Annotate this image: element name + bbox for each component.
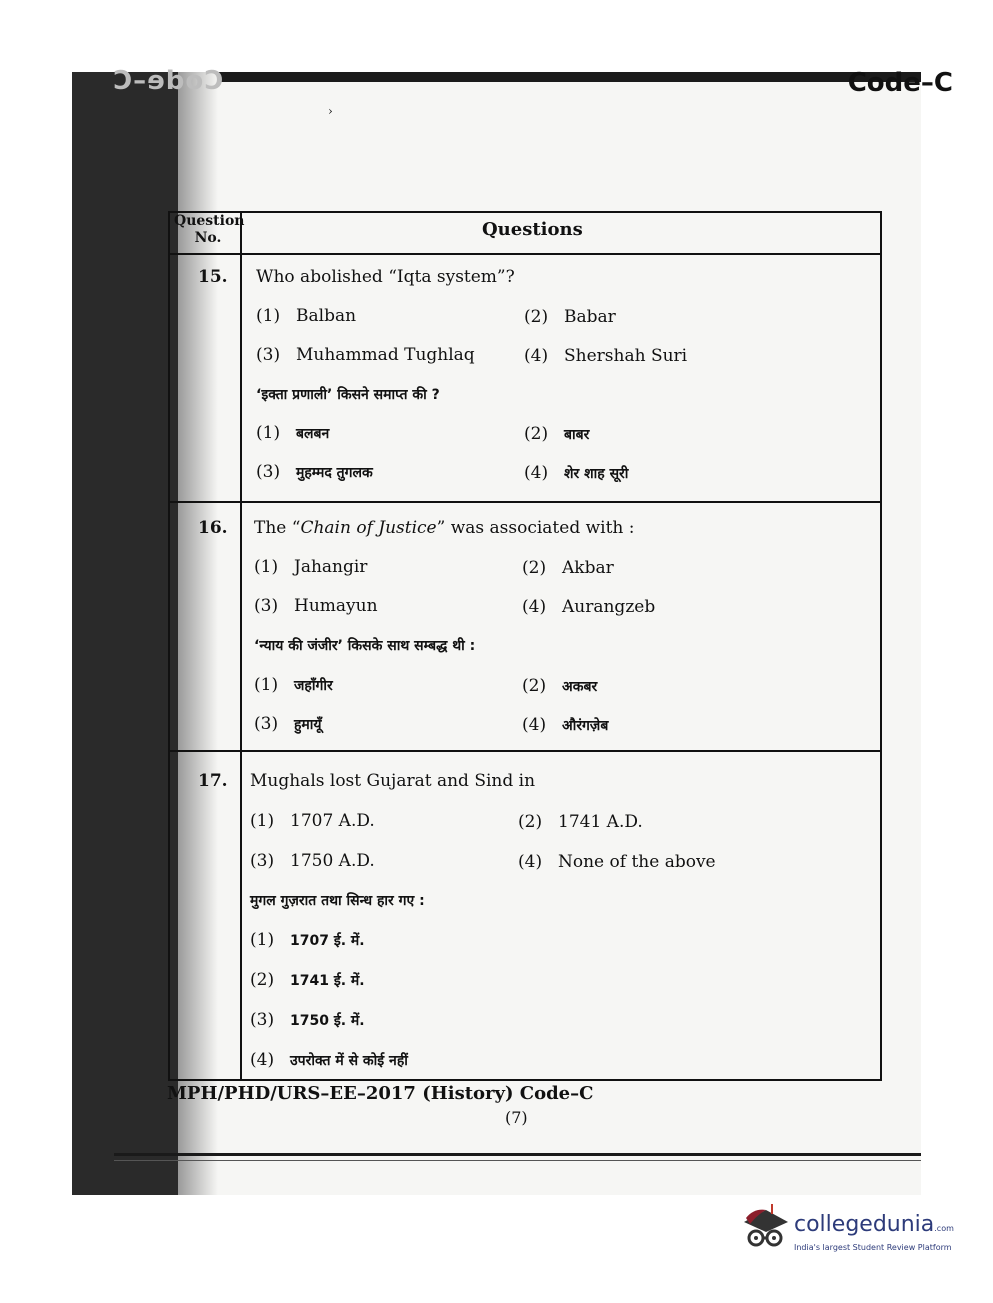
option-hi-2: (2) बाबर xyxy=(524,424,590,444)
question-text-hi: ‘इक्ता प्रणाली’ किसने समाप्त की ? xyxy=(256,387,440,403)
brand-name: collegedunia.com xyxy=(794,1212,954,1237)
option-hi-3: (3) 1750 ई. में. xyxy=(250,1010,365,1030)
question-text-hi: ‘न्याय की जंजीर’ किसके साथ सम्बद्ध थी : xyxy=(254,638,476,654)
page-number: (7) xyxy=(505,1108,528,1127)
option-en-4: (4) None of the above xyxy=(518,852,716,872)
option-hi-1: (1) जहाँगीर xyxy=(254,675,333,695)
collegedunia-brand[interactable] xyxy=(736,1200,966,1260)
option-en-2: (2) Akbar xyxy=(522,558,614,578)
option-hi-1: (1) बलबन xyxy=(256,423,330,443)
option-en-1: (1) 1707 A.D. xyxy=(250,811,375,831)
question-table xyxy=(168,211,882,1081)
option-hi-1: (1) 1707 ई. में. xyxy=(250,930,365,950)
option-hi-3: (3) मुहम्मद तुगलक xyxy=(256,462,373,482)
option-en-2: (2) 1741 A.D. xyxy=(518,812,643,832)
question-number: 15. xyxy=(198,267,228,287)
bottom-rule-thin xyxy=(114,1160,921,1161)
option-en-3: (3) 1750 A.D. xyxy=(250,851,375,871)
row-divider xyxy=(170,750,880,752)
option-hi-4: (4) औरंगज़ेब xyxy=(522,715,609,735)
option-en-1: (1) Balban xyxy=(256,306,357,326)
brand-tagline: India's largest Student Review Platform xyxy=(794,1243,952,1252)
header-questions: Questions xyxy=(482,219,583,240)
option-en-1: (1) Jahangir xyxy=(254,557,368,577)
option-hi-2: (2) 1741 ई. में. xyxy=(250,970,365,990)
collegedunia-logo-icon xyxy=(736,1200,792,1256)
stray-mark: › xyxy=(328,104,333,118)
header-divider xyxy=(170,253,880,255)
bleed-through-code: Code–C xyxy=(112,66,224,96)
scan-left-shadow xyxy=(72,72,178,1195)
question-text-en: Mughals lost Gujarat and Sind in xyxy=(250,771,536,791)
option-en-3: (3) Humayun xyxy=(254,596,378,616)
header-question-no: Question No. xyxy=(174,213,245,246)
option-en-4: (4) Aurangzeb xyxy=(522,597,656,617)
option-en-4: (4) Shershah Suri xyxy=(524,346,688,366)
question-number: 17. xyxy=(198,771,228,791)
paper-code: Code–C xyxy=(847,68,953,98)
option-hi-2: (2) अकबर xyxy=(522,676,598,696)
option-en-3: (3) Muhammad Tughlaq xyxy=(256,345,475,365)
question-text-en: Who abolished “Iqta system”? xyxy=(256,267,515,287)
option-hi-4: (4) शेर शाह सूरी xyxy=(524,463,629,483)
option-hi-4: (4) उपरोक्त में से कोई नहीं xyxy=(250,1050,408,1070)
question-text-en: The “Chain of Justice” was associated with : xyxy=(254,518,635,538)
paper-footer: MPH/PHD/URS–EE–2017 (History) Code–C xyxy=(167,1083,594,1104)
option-en-2: (2) Babar xyxy=(524,307,616,327)
question-text-hi: मुगल गुज़रात तथा सिन्ध हार गए : xyxy=(250,893,425,909)
question-number: 16. xyxy=(198,518,228,538)
bottom-rule xyxy=(114,1153,921,1156)
row-divider xyxy=(170,501,880,503)
column-divider xyxy=(240,213,242,1079)
option-hi-3: (3) हुमायूँ xyxy=(254,714,322,734)
